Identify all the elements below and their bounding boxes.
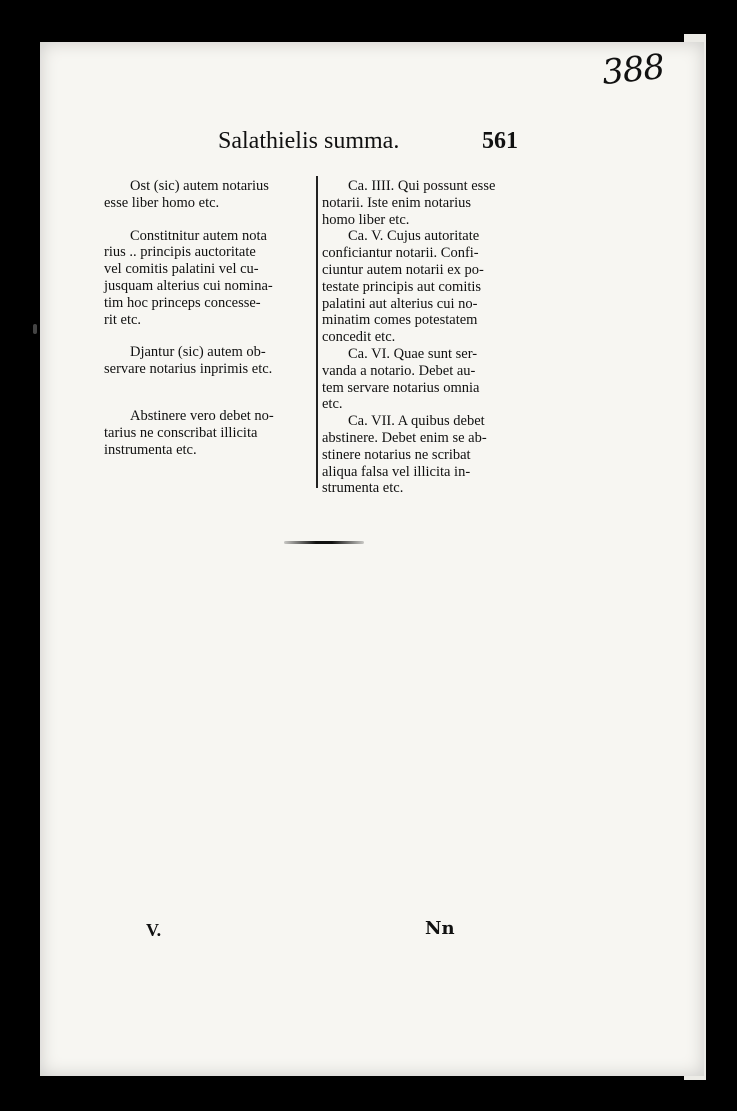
right-column <box>322 178 528 497</box>
left-paragraph-2: Constitnitur autem nota rius .. principis auctoritate vel comitis palatini vel cu- jusquam alterius cui nomina- tim hoc princeps concesse- rit etc. <box>104 227 273 328</box>
column-divider <box>316 176 318 488</box>
catchword: Nn <box>425 918 455 939</box>
right-paragraph-2: Ca. V. Cujus autoritate conficiantur notarii. Confi- ciuntur autem notarii ex po- testate principis aut comitis palatini aut alterius cui no- minatim comes potestatem concedit etc. <box>322 228 484 346</box>
page-number: 561 <box>482 128 518 154</box>
scan-speck <box>33 324 37 334</box>
running-title: Salathielis summa. <box>218 128 400 154</box>
handwritten-folio-number: 388 <box>600 46 666 94</box>
left-paragraph-1: Ost (sic) autem notarius esse liber homo etc. <box>104 178 269 211</box>
left-paragraph-3: Djantur (sic) autem ob- servare notarius inprimis etc. <box>104 344 273 378</box>
signature-mark: V. <box>146 920 162 940</box>
section-end-rule <box>284 541 364 544</box>
left-paragraph-4: Abstinere vero debet no- tarius ne conscribat illicita instrumenta etc. <box>104 407 274 458</box>
left-column <box>104 178 310 458</box>
right-paragraph-1: Ca. IIII. Qui possunt esse notarii. Iste enim notarius homo liber etc. <box>322 178 496 228</box>
right-paragraph-4: Ca. VII. A quibus debet abstinere. Debet enim se ab- stinere notarius ne scribat aliqua falsa vel illicita in- strumenta etc. <box>322 413 487 497</box>
right-paragraph-3: Ca. VI. Quae sunt ser- vanda a notario. Debet au- tem servare notarius omnia etc. <box>322 345 480 413</box>
